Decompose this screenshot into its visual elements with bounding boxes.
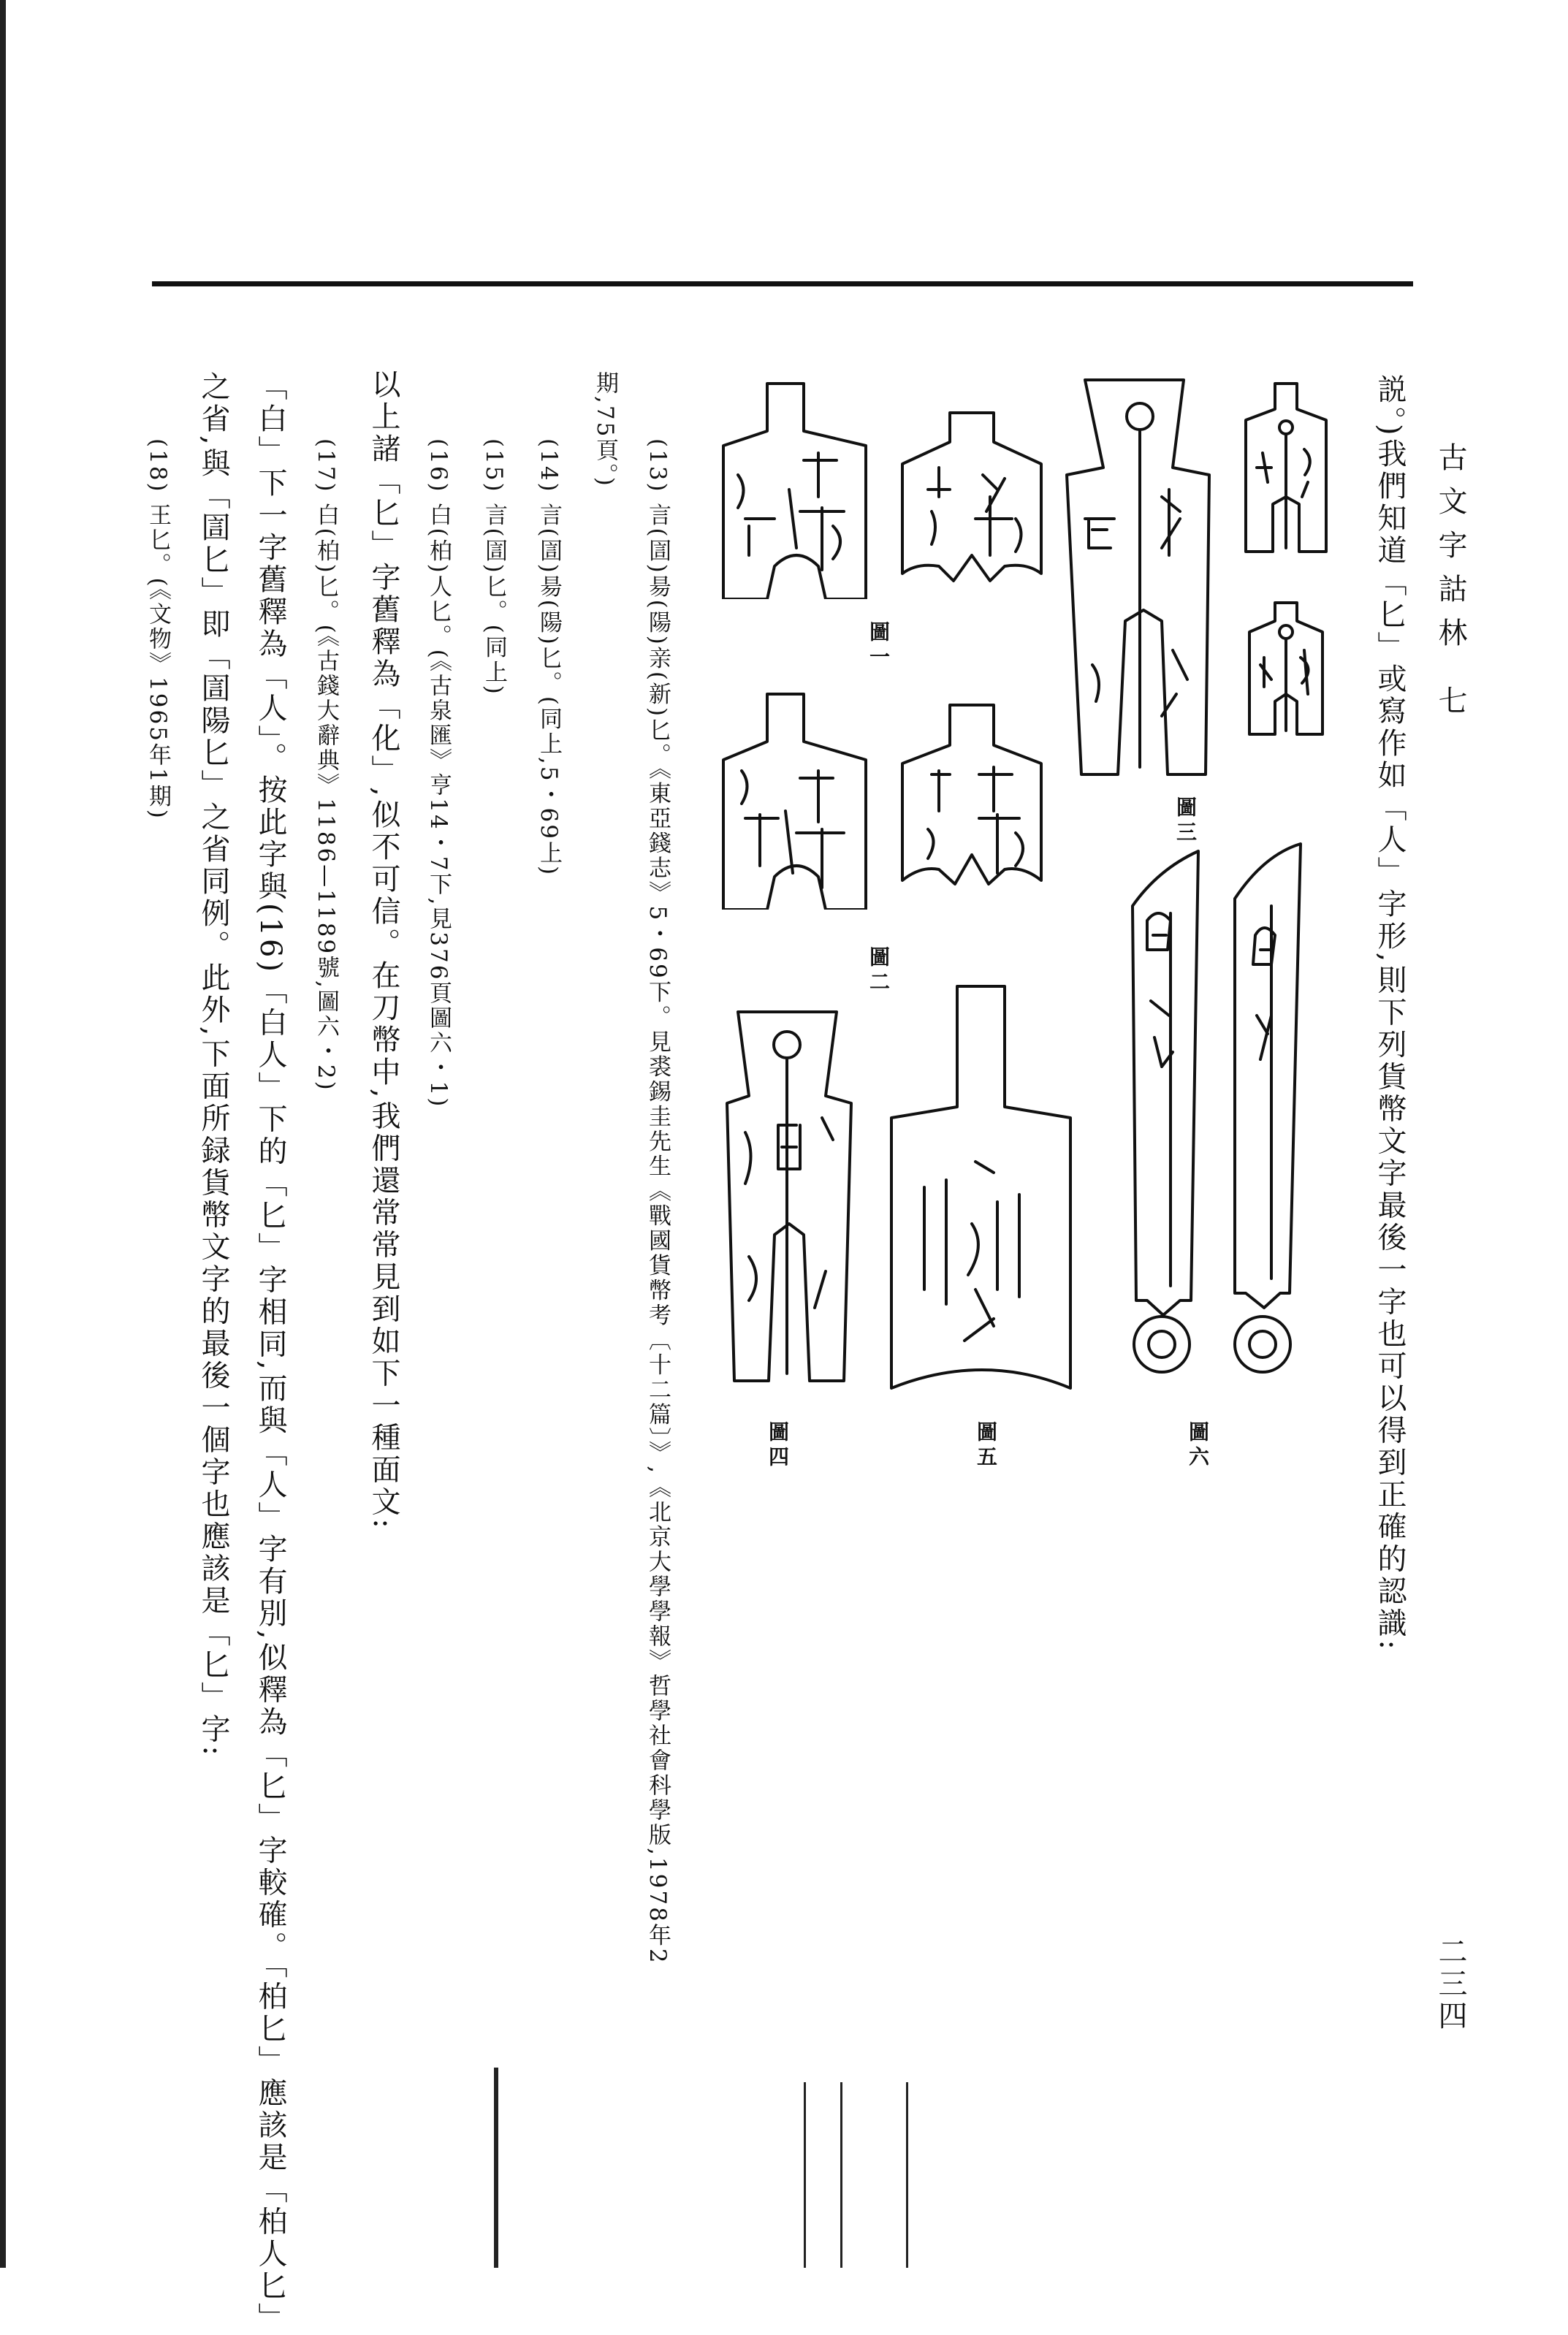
figure-6-caption: 圖六 — [1186, 1421, 1210, 1471]
text-line-3: 期,75頁。) — [592, 371, 618, 488]
figure-3-coin-tall — [1052, 373, 1228, 782]
figure-3-coin-small-bottom — [1235, 599, 1337, 745]
figure-4-caption: 圖四 — [766, 1421, 790, 1471]
figure-6-knife-right — [1220, 840, 1315, 1395]
text-line-1: 説。)我們知道「匕」或寫作如「人」字形,則下列貨幣文字最後一字也可以得到正確的認識: — [1373, 374, 1407, 1653]
figure-1-coin-top — [895, 409, 1048, 592]
figure-2-caption: 圖二 — [867, 946, 891, 996]
text-line-4: (14) 言(圁)昜(陽)匕。(同上,5・69上) — [536, 438, 562, 877]
binding-mark-3 — [840, 2082, 842, 2268]
header-rule — [152, 281, 1413, 286]
figure-5-caption: 圖五 — [974, 1421, 998, 1471]
text-line-6: (16) 白(柏)人匕。(《古泉匯》亨14・7下,見376頁圖六・1) — [425, 438, 452, 1109]
text-line-7: 以上諸「匕」字舊釋為「化」,似不可信。在刀幣中,我們還常常見到如下一種面文: — [367, 369, 400, 1531]
text-line-11: (18) 王匕。(《文物》1965年1期) — [145, 438, 171, 820]
text-line-5: (15) 言(圁)匕。(同上) — [481, 438, 507, 696]
figure-2-coin-bottom — [716, 690, 873, 910]
figure-3-coin-small-top — [1235, 380, 1337, 563]
text-line-10: 之省,與「圁匕」即「圁陽匕」之省同例。此外,下面所録貨幣文字的最後一個字也應該是「匕」字: — [197, 371, 230, 1759]
scan-edge — [0, 0, 6, 2268]
figure-2-coin-top — [895, 701, 1048, 891]
binding-mark-1 — [494, 2068, 498, 2268]
text-line-8: (17) 白(柏)匕。(《古錢大辭典》1186—1189號,圖六・2) — [313, 438, 339, 1092]
figure-3-caption: 圖三 — [1173, 796, 1198, 846]
figure-1-coin-bottom — [716, 380, 873, 599]
book-title: 古文字詁林 七 — [1434, 442, 1467, 729]
figure-4-coin — [716, 1008, 862, 1388]
text-line-2: (13) 言(圁)昜(陽)亲(新)匕。《東亞錢志》5・69下。見裘錫圭先生《戰國貨幣考〔十二篇〕》,《北京大學學報》哲學社會科學版,1978年2 — [644, 438, 671, 1965]
page-number: 二三四 — [1434, 1936, 1467, 2033]
figure-1-caption: 圖一 — [867, 621, 891, 671]
binding-mark-2 — [804, 2082, 806, 2268]
figure-5-coin — [884, 983, 1078, 1395]
text-line-9: 「白」下一字舊釋為「人」。按此字與(16)「白人」下的「匕」字相同,而與「人」字有別,似釋為「匕」字較確。「柏匕」應該是「柏人匕」 — [254, 371, 287, 2335]
figure-6-knife-left — [1118, 847, 1213, 1395]
binding-mark-4 — [906, 2082, 908, 2268]
